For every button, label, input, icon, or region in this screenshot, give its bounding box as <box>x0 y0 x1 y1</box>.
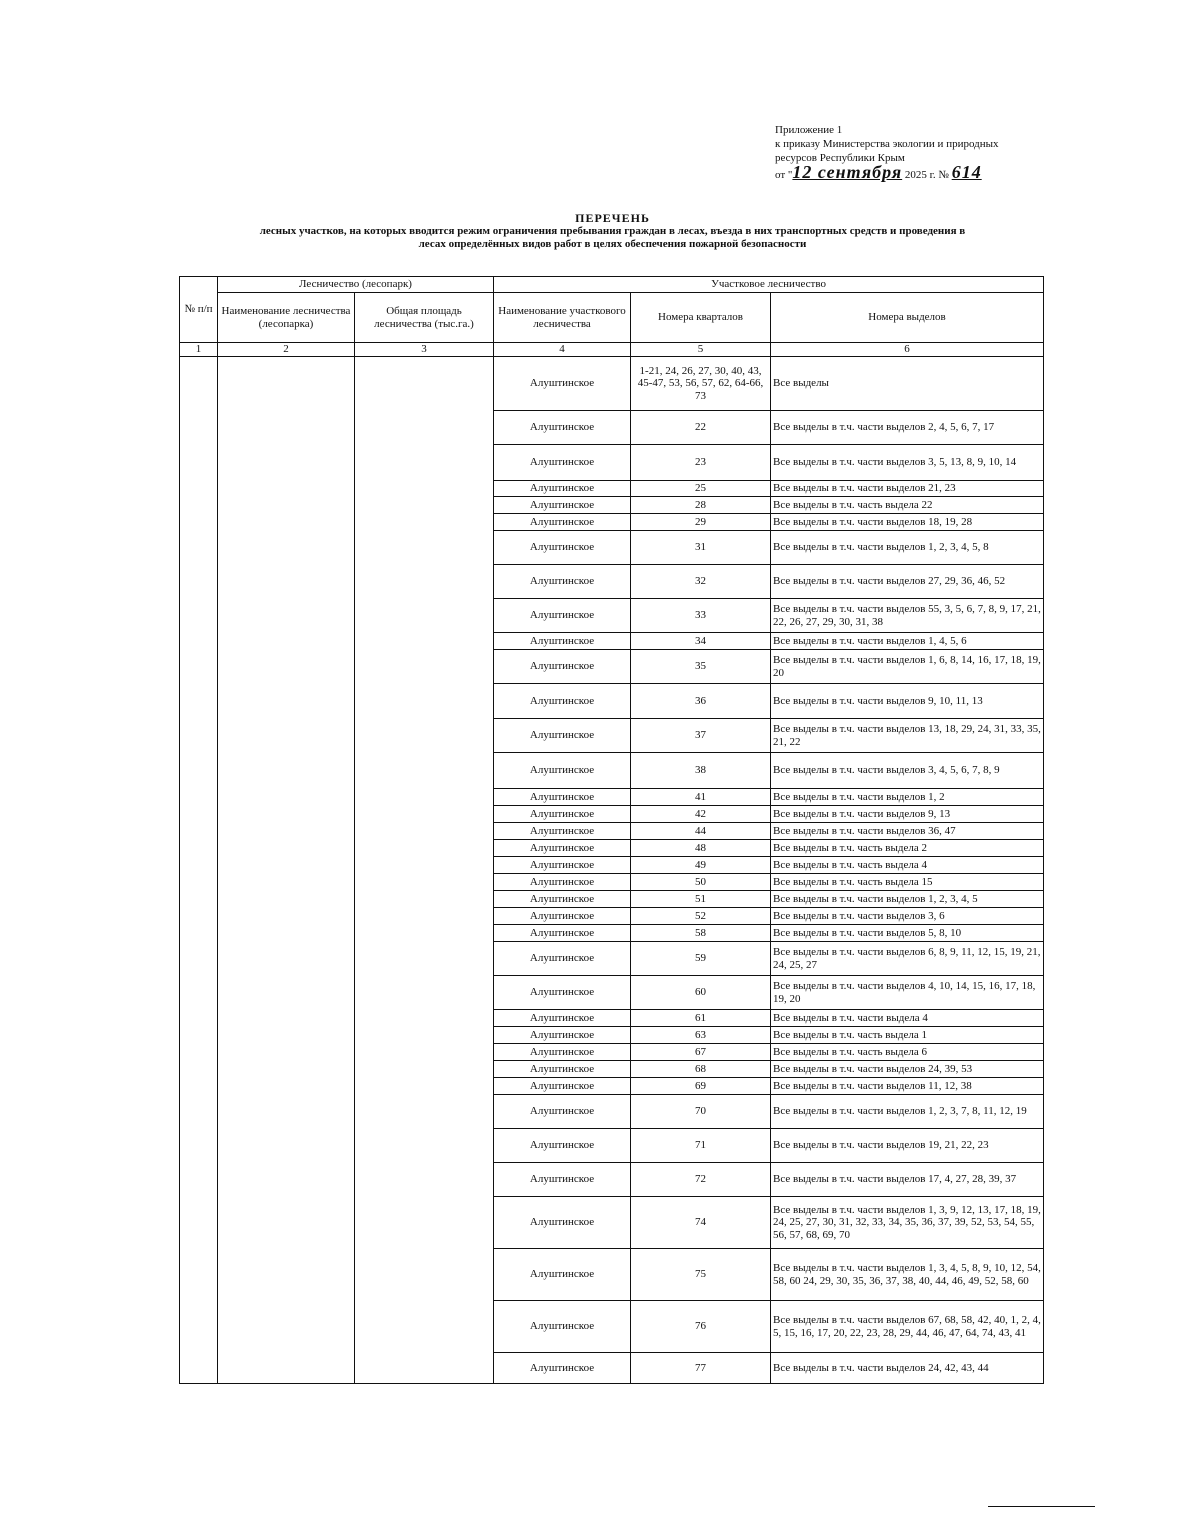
appendix-line-3: ресурсов Республики Крым <box>775 152 905 164</box>
plots-cell: Все выделы в т.ч. части выделов 9, 10, 11, 13 <box>771 684 1044 719</box>
district-cell: Алуштинское <box>494 531 631 565</box>
district-cell: Алуштинское <box>494 633 631 650</box>
district-cell: Алуштинское <box>494 650 631 684</box>
quarters-cell: 76 <box>631 1301 771 1353</box>
quarters-cell: 70 <box>631 1095 771 1129</box>
quarters-cell: 41 <box>631 789 771 806</box>
plots-cell: Все выделы в т.ч. части выделов 1, 3, 4, 5, 8, 9, 10, 12, 54, 58, 60 24, 29, 30, 35, 36, 37, 38, 40, 44, 46, 49, 52, 58, 60 <box>771 1249 1044 1301</box>
plots-cell: Все выделы в т.ч. часть выдела 4 <box>771 857 1044 874</box>
plots-cell: Все выделы в т.ч. части выделов 27, 29, 36, 46, 52 <box>771 565 1044 599</box>
appendix-line-2: к приказу Министерства экологии и природных <box>775 138 999 150</box>
district-cell: Алуштинское <box>494 719 631 753</box>
handwritten-date: 12 сентября <box>792 162 903 182</box>
quarters-cell: 33 <box>631 599 771 633</box>
header-group-forestry: Лесничество (лесопарк) <box>218 277 494 293</box>
district-cell: Алуштинское <box>494 445 631 481</box>
plots-cell: Все выделы в т.ч. части выделов 9, 13 <box>771 806 1044 823</box>
district-cell: Алуштинское <box>494 874 631 891</box>
district-cell: Алуштинское <box>494 1027 631 1044</box>
title-sub-2: лесах определённых видов работ в целях обеспечения пожарной безопасности <box>418 238 807 250</box>
handwritten-number: 614 <box>951 162 982 182</box>
quarters-cell: 25 <box>631 481 771 497</box>
quarters-cell: 59 <box>631 942 771 976</box>
quarters-cell: 34 <box>631 633 771 650</box>
plots-cell: Все выделы в т.ч. части выделов 1, 2, 3, 7, 8, 11, 12, 19 <box>771 1095 1044 1129</box>
plots-cell: Все выделы в т.ч. части выделов 21, 23 <box>771 481 1044 497</box>
index-cell: 3 <box>355 343 494 357</box>
quarters-cell: 32 <box>631 565 771 599</box>
quarters-cell: 72 <box>631 1163 771 1197</box>
district-cell: Алуштинское <box>494 857 631 874</box>
table-body <box>180 357 1044 1384</box>
quarters-cell: 23 <box>631 445 771 481</box>
district-cell: Алуштинское <box>494 411 631 445</box>
district-cell: Алуштинское <box>494 942 631 976</box>
district-cell: Алуштинское <box>494 806 631 823</box>
district-cell: Алуштинское <box>494 357 631 411</box>
district-cell: Алуштинское <box>494 1010 631 1027</box>
quarters-cell: 49 <box>631 857 771 874</box>
plots-cell: Все выделы <box>771 357 1044 411</box>
header-area: Общая площадь лесничества (тыс.га.) <box>355 293 494 343</box>
plots-cell: Все выделы в т.ч. части выделов 67, 68, 58, 42, 40, 1, 2, 4, 5, 15, 16, 17, 20, 22, 23, 28, 29, 44, 46, 47, 64, 74, 43, 41 <box>771 1301 1044 1353</box>
quarters-cell: 60 <box>631 976 771 1010</box>
plots-cell: Все выделы в т.ч. части выделов 55, 3, 5, 6, 7, 8, 9, 17, 21, 22, 26, 27, 29, 30, 31, 38 <box>771 599 1044 633</box>
quarters-cell: 71 <box>631 1129 771 1163</box>
plots-cell: Все выделы в т.ч. части выделов 2, 4, 5, 6, 7, 17 <box>771 411 1044 445</box>
quarters-cell: 36 <box>631 684 771 719</box>
title-main: ПЕРЕЧЕНЬ <box>575 211 650 225</box>
quarters-cell: 31 <box>631 531 771 565</box>
plots-cell: Все выделы в т.ч. часть выдела 1 <box>771 1027 1044 1044</box>
district-cell: Алуштинское <box>494 684 631 719</box>
district-cell: Алуштинское <box>494 753 631 789</box>
quarters-cell: 28 <box>631 497 771 514</box>
plots-cell: Все выделы в т.ч. части выделов 3, 4, 5, 6, 7, 8, 9 <box>771 753 1044 789</box>
plots-cell: Все выделы в т.ч. части выделов 1, 4, 5, 6 <box>771 633 1044 650</box>
quarters-cell: 35 <box>631 650 771 684</box>
plots-cell: Все выделы в т.ч. части выдела 4 <box>771 1010 1044 1027</box>
district-cell: Алуштинское <box>494 481 631 497</box>
plots-cell: Все выделы в т.ч. части выделов 24, 39, 53 <box>771 1061 1044 1078</box>
district-cell: Алуштинское <box>494 1061 631 1078</box>
forestry-name-cell <box>218 357 355 1384</box>
quarters-cell: 48 <box>631 840 771 857</box>
plots-cell: Все выделы в т.ч. часть выдела 2 <box>771 840 1044 857</box>
header-quarters: Номера кварталов <box>631 293 771 343</box>
quarters-cell: 58 <box>631 925 771 942</box>
district-cell: Алуштинское <box>494 514 631 531</box>
document-title <box>190 212 1035 251</box>
plots-cell: Все выделы в т.ч. части выделов 1, 6, 8, 14, 16, 17, 18, 19, 20 <box>771 650 1044 684</box>
district-cell: Алуштинское <box>494 1353 631 1384</box>
quarters-cell: 42 <box>631 806 771 823</box>
quarters-cell: 52 <box>631 908 771 925</box>
quarters-cell: 44 <box>631 823 771 840</box>
district-cell: Алуштинское <box>494 1044 631 1061</box>
quarters-cell: 69 <box>631 1078 771 1095</box>
quarters-cell: 51 <box>631 891 771 908</box>
district-cell: Алуштинское <box>494 976 631 1010</box>
appendix-block <box>775 123 1065 182</box>
forest-plots-table <box>179 276 1044 1384</box>
district-cell: Алуштинское <box>494 1129 631 1163</box>
plots-cell: Все выделы в т.ч. части выделов 6, 8, 9, 11, 12, 15, 19, 21, 24, 25, 27 <box>771 942 1044 976</box>
num-cell <box>180 357 218 1384</box>
plots-cell: Все выделы в т.ч. части выделов 5, 8, 10 <box>771 925 1044 942</box>
district-cell: Алуштинское <box>494 1095 631 1129</box>
plots-cell: Все выделы в т.ч. части выделов 18, 19, 28 <box>771 514 1044 531</box>
district-cell: Алуштинское <box>494 840 631 857</box>
quarters-cell: 61 <box>631 1010 771 1027</box>
quarters-cell: 63 <box>631 1027 771 1044</box>
header-group-district: Участковое лесничество <box>494 277 1044 293</box>
appendix-date-line <box>775 162 1065 182</box>
date-year: 2025 г. № <box>902 169 949 181</box>
district-cell: Алуштинское <box>494 789 631 806</box>
quarters-cell: 77 <box>631 1353 771 1384</box>
plots-cell: Все выделы в т.ч. части выделов 1, 2, 3, 4, 5, 8 <box>771 531 1044 565</box>
plots-cell: Все выделы в т.ч. части выделов 3, 5, 13, 8, 9, 10, 14 <box>771 445 1044 481</box>
header-district-name: Наименование участкового лесничества <box>494 293 631 343</box>
district-cell: Алуштинское <box>494 1301 631 1353</box>
index-cell: 4 <box>494 343 631 357</box>
quarters-cell: 67 <box>631 1044 771 1061</box>
district-cell: Алуштинское <box>494 599 631 633</box>
index-cell: 1 <box>180 343 218 357</box>
quarters-cell: 1-21, 24, 26, 27, 30, 40, 43, 45-47, 53, 56, 57, 62, 64-66, 73 <box>631 357 771 411</box>
quarters-cell: 75 <box>631 1249 771 1301</box>
plots-cell: Все выделы в т.ч. часть выдела 22 <box>771 497 1044 514</box>
index-cell: 5 <box>631 343 771 357</box>
table-row <box>180 357 1044 411</box>
header-num: № п/п <box>180 277 218 343</box>
plots-cell: Все выделы в т.ч. части выделов 1, 3, 9, 12, 13, 17, 18, 19, 24, 25, 27, 30, 31, 32, 33, 34, 35, 36, 37, 39, 52, 53, 54, 55, 56, 57, 68, 69, 70 <box>771 1197 1044 1249</box>
title-sub-1: лесных участков, на которых вводится режим ограничения пребывания граждан в лесах, въезда в них транспортных средств и проведения в <box>259 225 966 237</box>
header-plots: Номера выделов <box>771 293 1044 343</box>
district-cell: Алуштинское <box>494 565 631 599</box>
district-cell: Алуштинское <box>494 891 631 908</box>
plots-cell: Все выделы в т.ч. части выделов 11, 12, 38 <box>771 1078 1044 1095</box>
plots-cell: Все выделы в т.ч. части выделов 3, 6 <box>771 908 1044 925</box>
district-cell: Алуштинское <box>494 908 631 925</box>
district-cell: Алуштинское <box>494 1078 631 1095</box>
plots-cell: Все выделы в т.ч. части выделов 24, 42, 43, 44 <box>771 1353 1044 1384</box>
quarters-cell: 29 <box>631 514 771 531</box>
plots-cell: Все выделы в т.ч. части выделов 17, 4, 27, 28, 39, 37 <box>771 1163 1044 1197</box>
district-cell: Алуштинское <box>494 1249 631 1301</box>
district-cell: Алуштинское <box>494 925 631 942</box>
quarters-cell: 68 <box>631 1061 771 1078</box>
date-prefix: от " <box>775 169 793 181</box>
plots-cell: Все выделы в т.ч. части выделов 36, 47 <box>771 823 1044 840</box>
plots-cell: Все выделы в т.ч. части выделов 1, 2, 3, 4, 5 <box>771 891 1044 908</box>
plots-cell: Все выделы в т.ч. части выделов 4, 10, 14, 15, 16, 17, 18, 19, 20 <box>771 976 1044 1010</box>
index-cell: 2 <box>218 343 355 357</box>
district-cell: Алуштинское <box>494 497 631 514</box>
index-cell: 6 <box>771 343 1044 357</box>
district-cell: Алуштинское <box>494 1197 631 1249</box>
quarters-cell: 50 <box>631 874 771 891</box>
district-cell: Алуштинское <box>494 1163 631 1197</box>
quarters-cell: 37 <box>631 719 771 753</box>
header-forestry-name: Наименование лесничества (лесопарка) <box>218 293 355 343</box>
footer-divider <box>988 1506 1095 1507</box>
plots-cell: Все выделы в т.ч. части выделов 13, 18, 29, 24, 31, 33, 35, 21, 22 <box>771 719 1044 753</box>
plots-cell: Все выделы в т.ч. части выделов 19, 21, 22, 23 <box>771 1129 1044 1163</box>
plots-cell: Все выделы в т.ч. части выделов 1, 2 <box>771 789 1044 806</box>
area-cell <box>355 357 494 1384</box>
quarters-cell: 22 <box>631 411 771 445</box>
appendix-line-1: Приложение 1 <box>775 124 843 136</box>
plots-cell: Все выделы в т.ч. часть выдела 6 <box>771 1044 1044 1061</box>
quarters-cell: 38 <box>631 753 771 789</box>
plots-cell: Все выделы в т.ч. часть выдела 15 <box>771 874 1044 891</box>
quarters-cell: 74 <box>631 1197 771 1249</box>
district-cell: Алуштинское <box>494 823 631 840</box>
